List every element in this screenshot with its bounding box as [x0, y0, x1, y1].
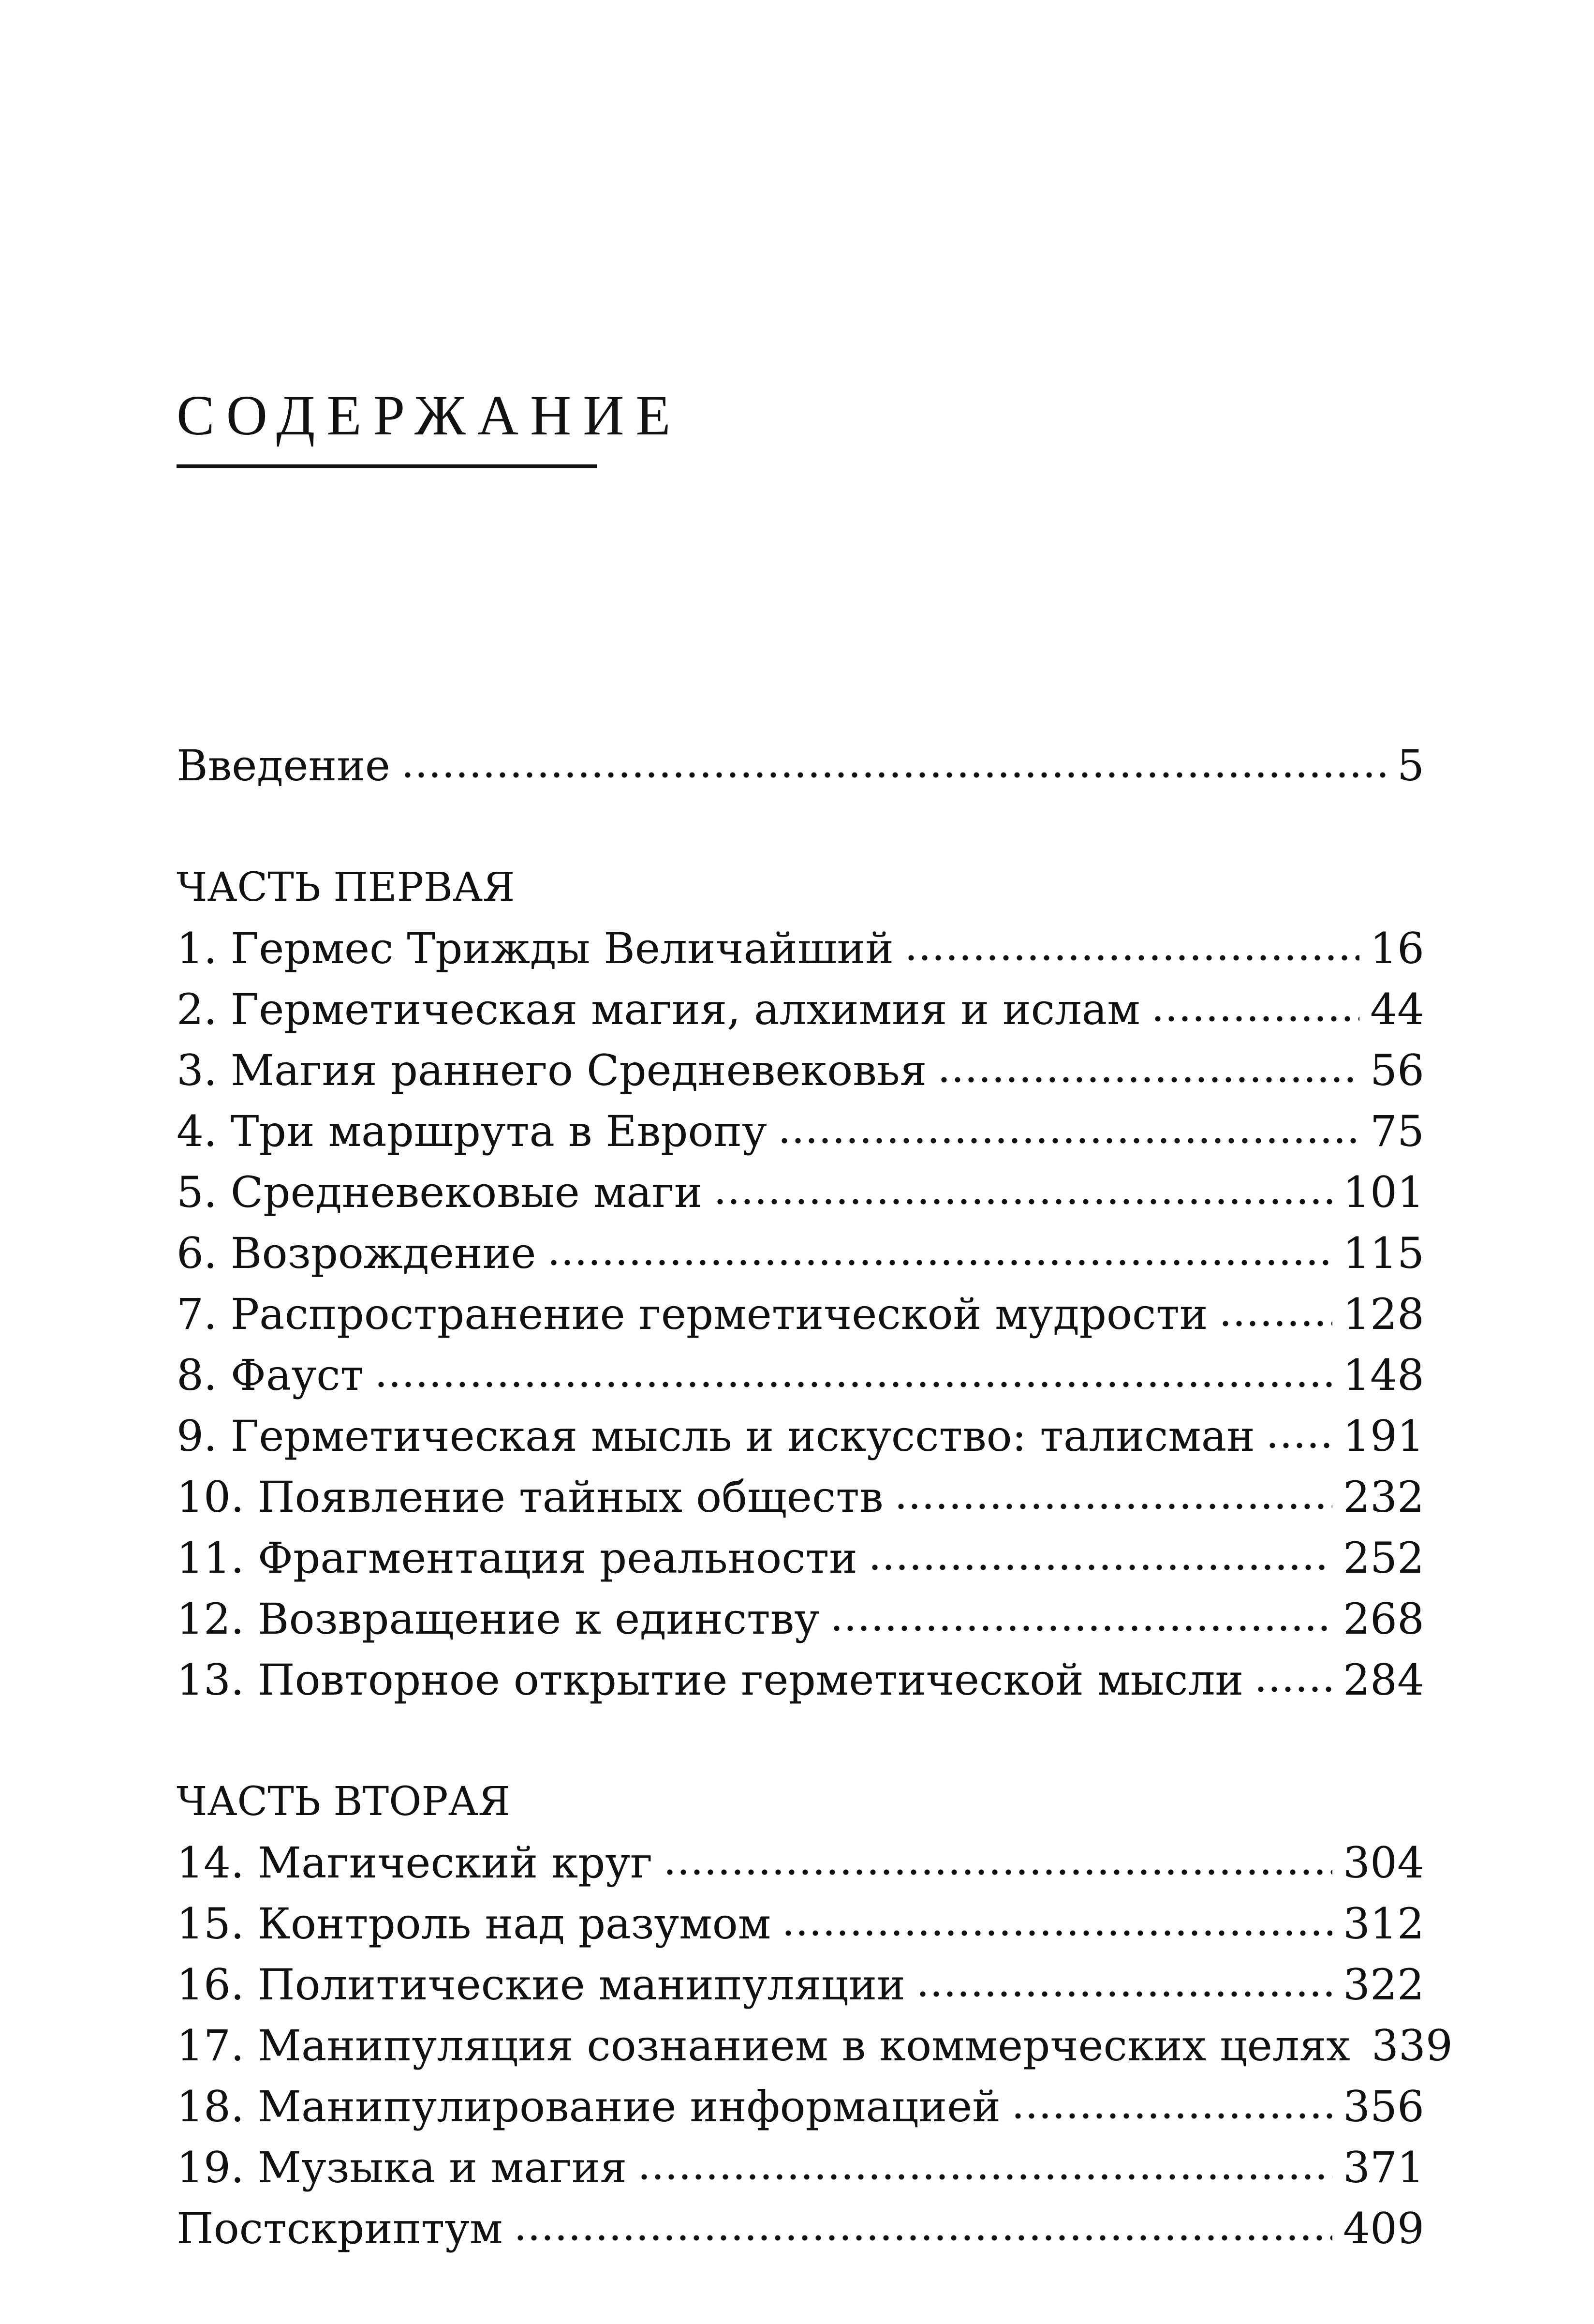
toc-entry-page: 148 [1343, 1350, 1424, 1400]
toc-entry-title: 10. Появление тайных обществ [177, 1472, 884, 1522]
toc-entry-page: 356 [1343, 2082, 1424, 2131]
title-underline [177, 464, 597, 468]
dot-leader [713, 1198, 1333, 1205]
dot-leader [778, 1137, 1359, 1144]
toc-entry-title: 1. Гермес Трижды Величайший [177, 924, 894, 973]
toc-entry-page: 312 [1343, 1899, 1424, 1949]
toc-entry-title: Введение [177, 741, 390, 790]
toc-entry[interactable] [177, 1406, 1424, 1467]
toc-entry-title: 7. Распространение герметической мудрости [177, 1289, 1208, 1339]
dot-leader [1266, 1442, 1332, 1449]
toc-entry-title: 8. Фауст [177, 1350, 364, 1400]
toc-entry-page: 232 [1343, 1472, 1424, 1522]
toc-entry-title: 14. Магический круг [177, 1838, 653, 1888]
toc-entry-title: 2. Герметическая магия, алхимия и ислам [177, 984, 1140, 1034]
dot-leader [637, 2174, 1332, 2180]
dot-leader [1254, 1686, 1332, 1693]
toc-entry-page: 409 [1343, 2204, 1424, 2253]
toc-entry-title: 6. Возрождение [177, 1228, 536, 1278]
toc-entry[interactable] [177, 2076, 1424, 2137]
toc-entry[interactable] [177, 918, 1424, 979]
toc-entry[interactable] [177, 1589, 1424, 1650]
toc-entry-title: 5. Средневековые маги [177, 1167, 703, 1217]
dot-leader [830, 1625, 1332, 1632]
spacer [177, 796, 1424, 857]
toc-entry-page: 115 [1343, 1228, 1424, 1278]
toc-entry-title: 18. Манипулирование информацией [177, 2082, 1001, 2131]
dot-leader [547, 1259, 1333, 1266]
toc-entry[interactable] [177, 1040, 1424, 1101]
toc-entry-title: 4. Три маршрута в Европу [177, 1106, 767, 1156]
toc-entry-page: 16 [1370, 924, 1424, 973]
toc-entry-page: 56 [1370, 1045, 1424, 1095]
toc-entry[interactable] [177, 1832, 1424, 1893]
toc-entry-title: 16. Политические манипуляции [177, 1960, 905, 2010]
dot-leader [1011, 2113, 1332, 2119]
part-one-heading: ЧАСТЬ ПЕРВАЯ [177, 864, 515, 910]
toc-entry-title: 12. Возвращение к единству [177, 1594, 819, 1644]
page-title: СОДЕРЖАНИЕ [177, 384, 682, 447]
toc-entry-title: 17. Манипуляция сознанием в коммерческих целях [177, 2021, 1350, 2071]
toc-entry[interactable] [177, 1893, 1424, 1954]
toc-entry-title: 11. Фрагментация реальности [177, 1533, 857, 1583]
toc-entry-title: Постскриптум [177, 2204, 503, 2253]
dot-leader [782, 1930, 1332, 1937]
toc-entry[interactable] [177, 1528, 1424, 1589]
dot-leader [1219, 1320, 1332, 1327]
toc-entry-title: 13. Повторное открытие герметической мысли [177, 1655, 1244, 1705]
toc-entry-page: 75 [1370, 1106, 1424, 1156]
toc-entry[interactable] [177, 2137, 1424, 2198]
toc-entry-title: 15. Контроль над разумом [177, 1899, 771, 1949]
part-two-heading: ЧАСТЬ ВТОРАЯ [177, 1779, 510, 1825]
toc-entry[interactable] [177, 1162, 1424, 1223]
toc-entry[interactable] [177, 1650, 1424, 1711]
toc-entry-title: 19. Музыка и магия [177, 2143, 627, 2192]
dot-leader [401, 772, 1387, 778]
toc-entry-page: 371 [1343, 2143, 1424, 2192]
spacer [177, 1711, 1424, 1772]
toc-entry-page: 304 [1343, 1838, 1424, 1888]
toc-entry-page: 284 [1343, 1655, 1424, 1705]
dot-leader [894, 1503, 1333, 1510]
dot-leader [514, 2235, 1333, 2241]
table-of-contents [177, 735, 1453, 2259]
toc-entry-page: 268 [1343, 1594, 1424, 1644]
toc-entry-title: 9. Герметическая мысль и искусство: талисман [177, 1411, 1255, 1461]
toc-entry[interactable] [177, 1223, 1424, 1284]
toc-entry-postscript[interactable] [177, 2198, 1424, 2259]
toc-entry-page: 252 [1343, 1533, 1424, 1583]
toc-entry[interactable] [177, 2015, 1453, 2076]
dot-leader [916, 1991, 1332, 1997]
toc-entry[interactable] [177, 1284, 1424, 1345]
toc-entry-page: 101 [1343, 1167, 1424, 1217]
toc-entry-page: 339 [1371, 2021, 1453, 2071]
toc-entry-page: 191 [1343, 1411, 1424, 1461]
toc-entry[interactable] [177, 1467, 1424, 1528]
toc-entry-title: 3. Магия раннего Средневековья [177, 1045, 927, 1095]
toc-entry-page: 128 [1343, 1289, 1424, 1339]
toc-entry-page: 322 [1343, 1960, 1424, 2010]
toc-entry-page: 44 [1370, 984, 1424, 1034]
dot-leader [937, 1076, 1359, 1083]
toc-entry[interactable] [177, 1954, 1424, 2015]
toc-entry-intro[interactable] [177, 735, 1424, 796]
dot-leader [868, 1564, 1332, 1571]
toc-entry[interactable] [177, 1101, 1424, 1162]
dot-leader [374, 1381, 1332, 1388]
dot-leader [663, 1869, 1332, 1876]
dot-leader [1151, 1015, 1359, 1022]
toc-entry-page: 5 [1397, 741, 1424, 790]
toc-entry[interactable] [177, 1345, 1424, 1406]
toc-entry[interactable] [177, 979, 1424, 1040]
dot-leader [904, 954, 1359, 961]
